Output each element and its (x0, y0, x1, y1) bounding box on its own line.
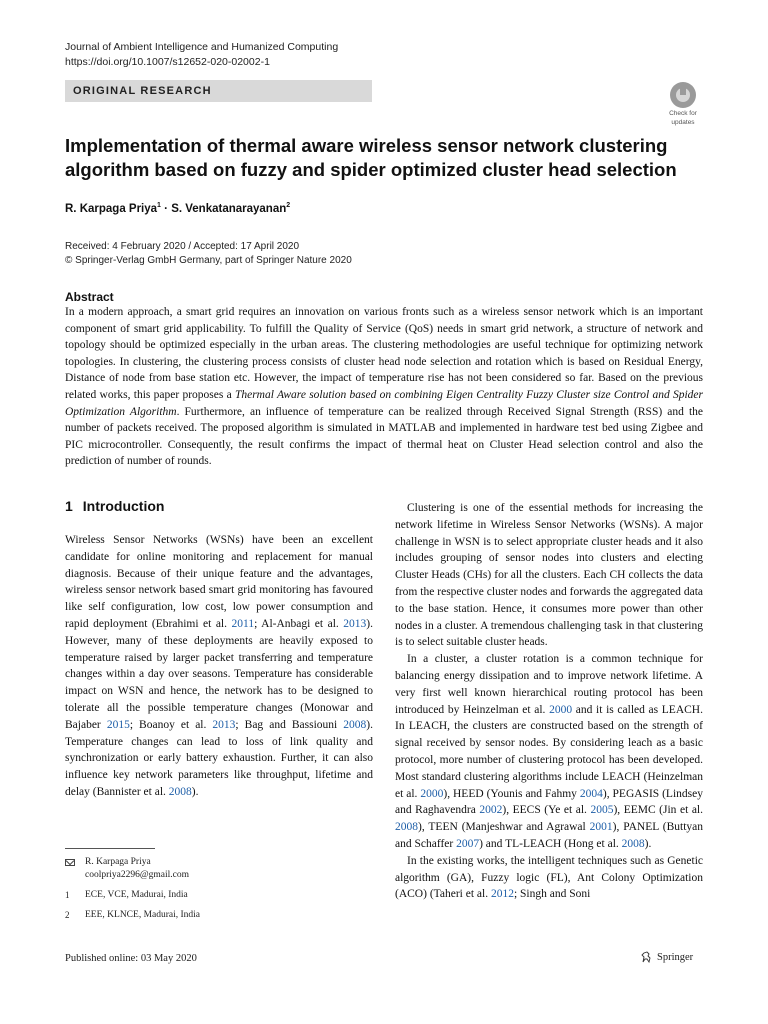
article-title: Implementation of thermal aware wireless sensor network clustering algorithm based on fuzzy and spider optimized cluster head selection (65, 135, 677, 180)
citation-link[interactable]: 2008 (621, 837, 645, 850)
text-run: and it is called as LEACH. In LEACH, the clusters are constructed based on the strength of signal received by sensor nodes. By considering leach as a basic protocol, more number of clustering protocol has been developed. Most standard clustering algorithms include LEACH (Heinzelman et al. (395, 703, 703, 800)
citation-link[interactable]: 2000 (420, 787, 444, 800)
received-accepted-dates: Received: 4 February 2020 / Accepted: 17 April 2020 (65, 241, 300, 252)
citation-link[interactable]: 2007 (456, 837, 480, 850)
abstract-text-italic: Thermal Aware solution based on combining Eigen Centrality Fuzzy Cluster size Control and Spider Optimization Algorithm (65, 388, 703, 418)
text-run: ; Boanoy et al. (129, 718, 213, 731)
text-run: ; Singh and Soni (513, 888, 591, 901)
abstract-body (65, 304, 703, 470)
text-run: ), EECS (Ye et al. (502, 804, 591, 817)
text-run: ). However, many of these deployments are heavily exposed to temperature raised by larger packet transferring and temperature changes within a day over seasons. Temperature has considerable impact on WSN and hence, the network has to be designed to tolerate all the possible temperature changes (Monowar and Bajaber (65, 617, 373, 731)
text-run: ), PEGASIS (Lindsey and Raghavendra (395, 787, 703, 817)
citation-link[interactable]: 2001 (589, 821, 613, 834)
affiliation-2 (65, 909, 365, 922)
intro-paragraph-2: Clustering is one of the essential methods for increasing the network lifetime in Wireless Sensor Networks (WSNs). A major challenge in WSN is to select appropriate cluster heads and it also includes grouping of sensor nodes into clusters and electing Cluster Heads (CHs) for all the clusters. Each CH collects the data from the respective cluster nodes and forwards the aggregated data to the base station. Hence, it consumes more power than other nodes in a cluster. A tremendous challenging task in that clustering is to select suitable cluster heads. (395, 502, 703, 649)
left-column-body (65, 532, 373, 801)
abstract-heading: Abstract (65, 290, 114, 304)
copyright-line: © Springer-Verlag GmbH Germany, part of Springer Nature 2020 (65, 255, 352, 266)
text-run: In a cluster, a cluster rotation is a common technique for balancing energy dissipation and to improve network lifetime. A very first well known hierarchical routing protocol has been introduced by Heinzelman et al. (395, 653, 703, 716)
section-number: 1 (65, 498, 73, 514)
text-run: ) and TL-LEACH (Hong et al. (479, 837, 622, 850)
journal-name: Journal of Ambient Intelligence and Humanized Computing (65, 41, 339, 53)
text-run: ), HEED (Younis and Fahmy (443, 787, 580, 800)
citation-link[interactable]: 2015 (106, 718, 130, 731)
intro-paragraph-1 (65, 532, 373, 801)
affiliation-2-mark: 2 (65, 910, 70, 920)
section-title: Introduction (82, 498, 165, 514)
footnote-divider (65, 848, 155, 849)
author-1: R. Karpaga Priya (65, 202, 158, 215)
envelope-icon (65, 856, 85, 882)
check-for-updates-line1: Check for (669, 110, 697, 117)
citation-link[interactable]: 2002 (479, 804, 503, 817)
article-type-banner: ORIGINAL RESEARCH (65, 80, 372, 102)
right-column-body (395, 500, 703, 903)
author-2-affiliation-mark: 2 (286, 202, 291, 209)
article-dates (65, 240, 352, 268)
text-run: ; Bag and Bassiouni (235, 718, 344, 731)
footnotes (65, 856, 365, 929)
author-2: S. Venkatanarayanan (171, 202, 287, 215)
citation-link[interactable]: 2008 (395, 821, 418, 834)
text-run: ; Al-Anbagi et al. (254, 617, 344, 630)
author-separator: · (160, 202, 172, 215)
citation-link[interactable]: 2000 (549, 703, 573, 716)
publisher-logo[interactable] (640, 951, 693, 963)
check-for-updates-icon (670, 82, 696, 108)
affiliation-1-text: ECE, VCE, Madurai, India (85, 890, 188, 900)
affiliation-1 (65, 889, 365, 902)
citation-link[interactable]: 2011 (231, 617, 255, 630)
citation-link[interactable]: 2008 (343, 718, 367, 731)
citation-link[interactable]: 2004 (579, 787, 603, 800)
author-list (65, 202, 290, 215)
intro-paragraph-4 (395, 853, 703, 903)
published-online-date: Published online: 03 May 2020 (65, 953, 197, 964)
text-run: ). Temperature changes can lead to loss of link quality and synchronization or early battery exhaustion. Further, it can also influence key network parameters like throughput, lifetime and delay (Bannister et al. (65, 718, 373, 798)
check-for-updates-badge[interactable] (662, 82, 704, 126)
text-run: ), EEMC (Jin et al. (613, 804, 703, 817)
text-run: ). (191, 785, 199, 798)
springer-horse-icon (640, 951, 652, 963)
citation-link[interactable]: 2008 (168, 785, 192, 798)
citation-link[interactable]: 2005 (590, 804, 614, 817)
affiliation-2-text: EEE, KLNCE, Madurai, India (85, 910, 201, 920)
abstract-text-2: . Furthermore, an influence of temperature can be realized through Received Signal Strength (RSS) and the number of packets received. The proposed algorithm is simulated in MATLAB and implemented in hardware test bed using Zigbee and PIC microcontroller. Consequently, the result confirms the impact of thermal heat on Cluster Head selection control and also the prediction of number of rounds. (65, 405, 703, 468)
affiliation-1-mark: 1 (65, 890, 70, 900)
text-run: In the existing works, the intelligent techniques such as Genetic algorithm (GA), Fuzzy logic (FL), Ant Colony Optimization (ACO) (Taheri et al. (395, 854, 703, 901)
text-run: ), TEEN (Manjeshwar and Agrawal (418, 821, 590, 834)
publisher-name: Springer (657, 951, 694, 963)
citation-link[interactable]: 2013 (343, 617, 367, 630)
corresponding-author-email[interactable]: coolpriya2296@gmail.com (85, 870, 189, 880)
section-heading (65, 498, 164, 514)
author-1-affiliation-mark: 1 (157, 202, 161, 209)
journal-doi[interactable]: https://doi.org/10.1007/s12652-020-02002-1 (65, 56, 270, 68)
check-for-updates-line2: updates (671, 119, 695, 126)
text-run: ), PANEL (Buttyan and Schaffer (395, 821, 703, 850)
citation-link[interactable]: 2013 (212, 718, 236, 731)
corresponding-author-note (65, 856, 365, 882)
corresponding-author-name: R. Karpaga Priya (85, 857, 151, 867)
citation-link[interactable]: 2012 (490, 888, 514, 901)
abstract-text-1: In a modern approach, a smart grid requires an innovation on various fronts such as a wireless sensor network which is an important component of smart grid applicability. To fulfill the Quality of Service (QoS) needs in smart grid network, a structure of network and topology should be optimized especially in the urban areas. The clustering methodologies are useful technique for optimizing network topologies. In clustering, the clustering process consists of cluster head node selection and rotation which is based on Residual Energy, Distance of node from base station etc. However, the impact of temperature rise has not been considered so far. Based on the previous related works, this paper proposes a (65, 306, 703, 401)
journal-header (65, 40, 338, 70)
text-run: Wireless Sensor Networks (WSNs) have been an excellent candidate for online monitoring and replacement for manual diagnosis. Because of their unique feature and the advantages, wireless sensor network based smart grid monitoring has favoured like self configuration, low cost, low power consumption and rapid deployment (Ebrahimi et al. (65, 534, 373, 630)
intro-paragraph-3 (395, 651, 703, 853)
text-run: ). (644, 837, 652, 850)
